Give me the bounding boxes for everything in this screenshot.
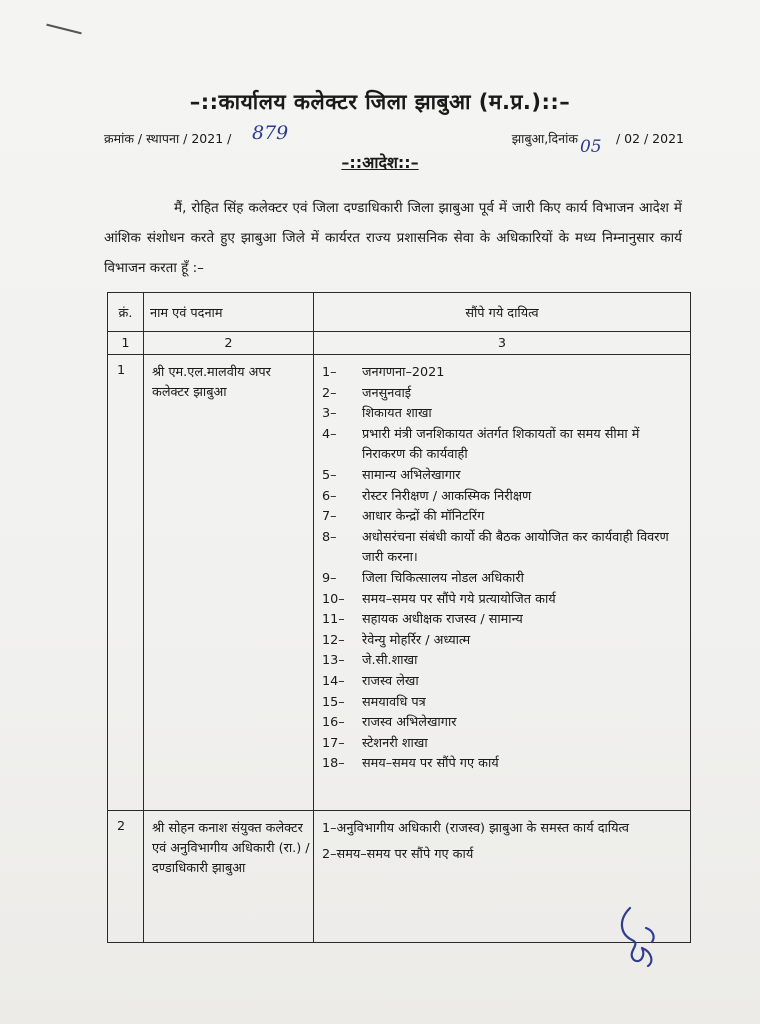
column-number: 2 [144, 332, 314, 355]
duty-item [322, 610, 682, 631]
duty-text: रोस्टर निरीक्षण / आकस्मिक निरीक्षण [362, 488, 532, 504]
reference-number [104, 122, 289, 147]
duty-item [322, 528, 682, 569]
column-number-row [108, 332, 691, 355]
duty-text: राजस्व लेखा [362, 673, 419, 689]
duty-number: 7– [322, 509, 337, 525]
column-number: 3 [314, 332, 691, 355]
order-date [511, 130, 684, 157]
duty-item [322, 425, 682, 466]
duty-text: अधोसरंचना संबंधी कार्यो की बैठक आयोजित कर कार्यवाही विवरण जारी करना। [362, 529, 669, 566]
duty-text: जनसुनवाई [362, 385, 412, 401]
date-suffix: / 02 / 2021 [615, 131, 684, 146]
duty-item [322, 754, 682, 775]
duty-item [322, 734, 682, 755]
duty-item [322, 569, 682, 590]
duty-item [322, 487, 682, 508]
serial-cell: 1 [108, 355, 144, 811]
header-duties: सौंपे गये दायित्व [314, 293, 691, 332]
duty-text: जे.सी.शाखा [362, 653, 418, 669]
header-name: नाम एवं पदनाम [144, 293, 314, 332]
duty-text: रेवेन्यु मोहर्रिर / अध्यात्म [362, 632, 471, 648]
duty-text: शिकायत शाखा [362, 406, 432, 422]
duty-allocation-table [107, 292, 691, 943]
table-header-row [108, 293, 691, 332]
duty-text: समय–समय पर सौंपे गये प्रत्यायोजित कार्य [362, 591, 556, 607]
duty-item [322, 590, 682, 611]
duty-number: 1– [322, 365, 337, 380]
order-title: –::आदेश::– [341, 153, 419, 172]
duty-text: सहायक अधीक्षक राजस्व / सामान्य [362, 612, 523, 628]
duty-number: 6– [322, 488, 337, 504]
duty-item [322, 363, 682, 384]
duty-number: 8– [322, 529, 337, 545]
duty-text: समयावधि पत्र [362, 694, 426, 710]
officer-name-cell: श्री एम.एल.मालवीय अपर कलेक्टर झाबुआ [144, 355, 314, 811]
duty-item [322, 466, 682, 487]
duty-item [322, 507, 682, 528]
duty-text: समय–समय पर सौंपे गए कार्य [362, 756, 499, 772]
office-title: –::कार्यालय कलेक्टर जिला झाबुआ (म.प्र.)::– [189, 90, 571, 114]
duty-list [322, 363, 682, 775]
column-number: 1 [108, 332, 144, 355]
officer-name-cell: श्री सोहन कनाश संयुक्त कलेक्टर एवं अनुविभागीय अधिकारी (रा.) / दण्डाधिकारी झाबुआ [144, 811, 314, 943]
duty-text: आधार केन्द्रों की मॉनिटरिंग [362, 509, 485, 525]
duty-text: राजस्व अभिलेखागार [362, 715, 457, 731]
duty-item [322, 672, 682, 693]
duty-item [322, 384, 682, 405]
duty-number: 2– [322, 385, 337, 401]
duty-number: 3– [322, 406, 337, 422]
duty-number: 9– [322, 570, 337, 586]
serial-cell: 2 [108, 811, 144, 943]
duty-number: 15– [322, 694, 345, 710]
pen-mark [46, 24, 81, 35]
duty-item [322, 631, 682, 652]
duty-item [322, 713, 682, 734]
duty-text: प्रभारी मंत्री जनशिकायत अंतर्गत शिकायतों का समय सीमा में निराकरण की कार्यवाही [362, 426, 640, 463]
duty-item [322, 404, 682, 425]
intro-paragraph: मैं, रोहित सिंह कलेक्टर एवं जिला दण्डाधिकारी जिला झाबुआ पूर्व में जारी किए कार्य विभाजन आदेश में आंशिक संशोधन करते हुए झाबुआ जिले में कार्यरत राज्य प्रशासनिक सेवा के अधिकारियों के मध्य निम्नानुसार कार्य विभाजन करता हूँ :– [104, 200, 682, 276]
duty-number: 13– [322, 653, 345, 669]
duty-item: 2–समय–समय पर सौंपे गए कार्य [322, 847, 474, 862]
header-serial: क्रं. [108, 293, 144, 332]
duty-number: 14– [322, 673, 345, 689]
duty-text: सामान्य अभिलेखागार [362, 467, 461, 483]
duty-list [322, 819, 682, 865]
duty-number: 17– [322, 735, 345, 751]
duty-number: 10– [322, 591, 345, 607]
signature-image [612, 900, 672, 970]
duties-cell [314, 355, 691, 811]
duty-item [322, 693, 682, 714]
table-row [108, 355, 691, 811]
date-prefix: झाबुआ,दिनांक [511, 131, 578, 146]
duty-number: 11– [322, 612, 345, 628]
duty-number: 5– [322, 467, 337, 483]
duty-item [322, 651, 682, 672]
table-row [108, 811, 691, 943]
duty-number: 12– [322, 632, 345, 648]
duty-item: 1–अनुविभागीय अधिकारी (राजस्व) झाबुआ के समस्त कार्य दायित्व [322, 821, 630, 836]
reference-prefix: क्रमांक / स्थापना / 2021 / [104, 131, 232, 146]
duty-number: 18– [322, 756, 345, 772]
order-heading [0, 151, 760, 173]
duty-number: 16– [322, 715, 345, 731]
duty-text: जनगणना–2021 [362, 365, 445, 380]
duty-number: 4– [322, 426, 337, 442]
handwritten-reference-number: 879 [252, 122, 289, 144]
duty-text: जिला चिकित्सालय नोडल अधिकारी [362, 570, 524, 586]
handwritten-date-day: 05 [579, 137, 602, 157]
duty-text: स्टेशनरी शाखा [362, 735, 428, 751]
